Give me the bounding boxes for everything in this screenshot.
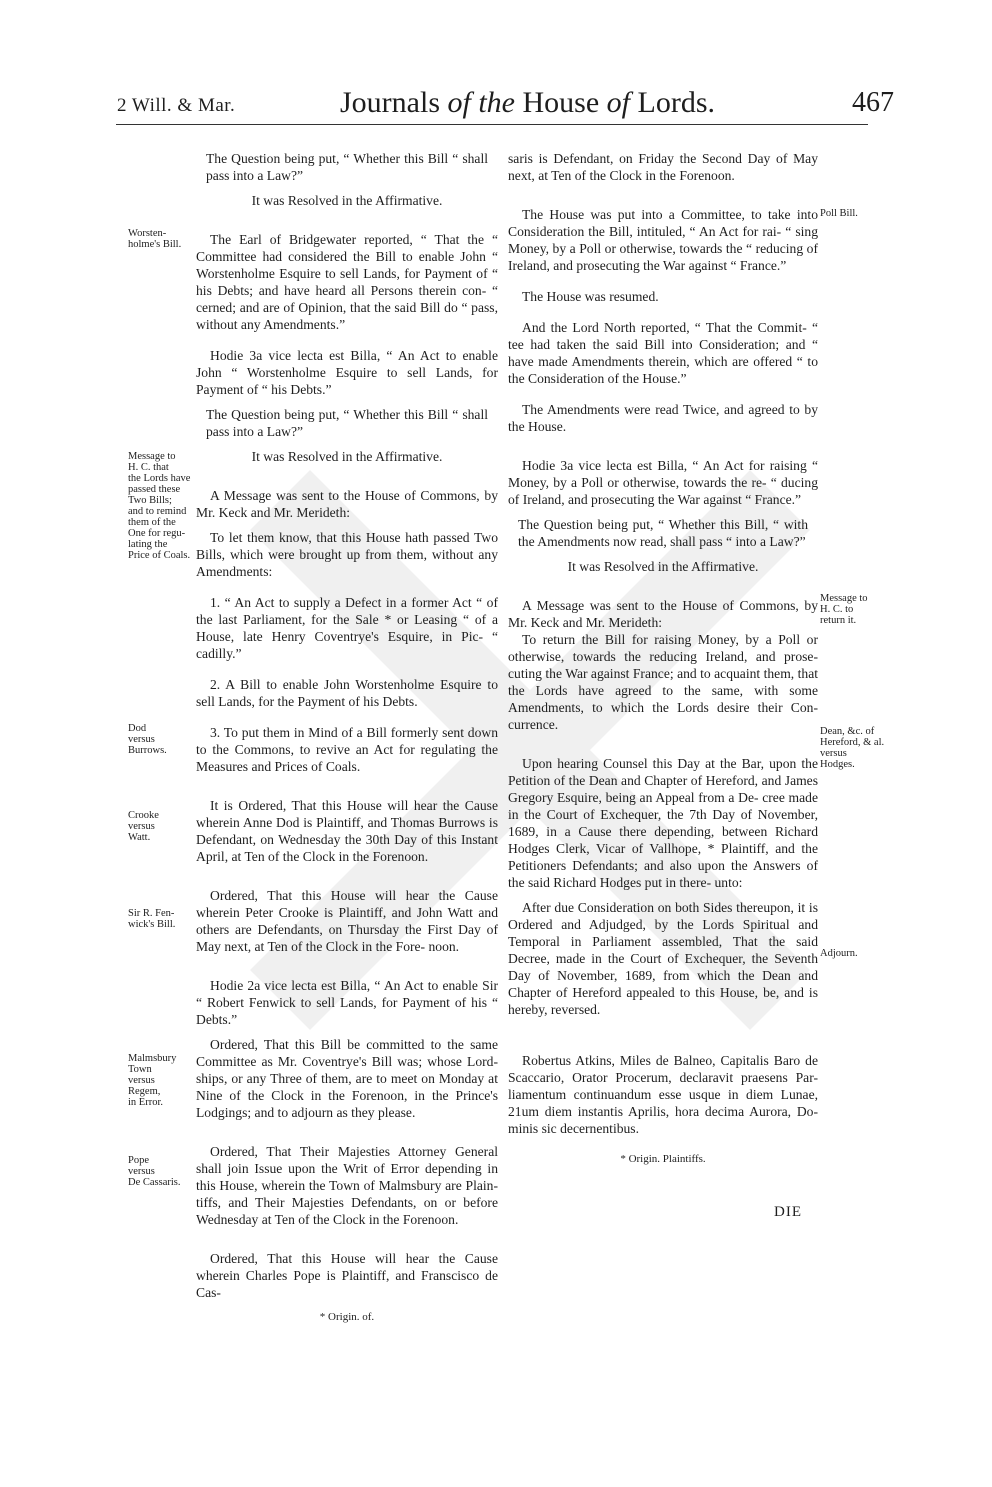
order-fenwick-committee: Ordered, That this Bill be committed to the same Committee as Mr. Coventrye's Bill was; whose Lord- ships, or any Three of them, are to meet on Monday at Nine of the Clock in the Forenoon, in the Prince's Lodgings; and to adjourn as they please. [196, 1037, 498, 1120]
resolved-2: It was Resolved in the Affirmative. [251, 449, 443, 464]
margin-note-fenwick: Sir R. Fen- wick's Bill. [128, 908, 176, 930]
page-number: 467 [852, 87, 894, 118]
margin-note-message-hc: Message to H. C. that the Lords have passed these Two Bills; and to remind them of the One for regu- lating the Price of Coals. [128, 451, 191, 561]
margin-note-malmsbury: Malmsbury Town versus Regem, in Error. [128, 1053, 177, 1108]
header-rule [116, 124, 868, 125]
margin-note-worstenholme: Worsten- holme's Bill. [128, 228, 182, 250]
item-1-act-supply-defect: 1. “ An Act to supply a Defect in a former Act “ of the last Parliament, for the Sale * or Leasing “ of a House, late Henry Coventrye's Esquire, in Pic- “ cadilly.” [196, 595, 498, 661]
item-2-worstenholme-bill: 2. A Bill to enable John Worstenholme Esquire to sell Lands, for the Payment of his Debts. [196, 677, 498, 709]
house-in-committee-poll-bill: The House was put into a Committee, to take into Consideration the Bill, intituled, “ An Act for rai- “ sing Money, by a Poll or otherwise, towards the “ reducing of Ireland, and prosecuting the War against “ France.” [508, 207, 818, 273]
second-reading-fenwick: Hodie 2a vice lecta est Billa, “ An Act to enable Sir “ Robert Fenwick to sell Lands, for Payment of his “ Debts.” [196, 978, 498, 1027]
question-put-2: The Question being put, “ Whether this Bill “ shall pass into a Law?” [206, 407, 488, 439]
adjournment-latin: Robertus Atkins, Miles de Balneo, Capitalis Baro de Scaccario, Orator Procerum, declaravit praesens Par- liamentum continuandum esse usque in diem Lunae, 21um diem instantis Aprilis, hora decima Aurora, Do- minis sic decernentibus. [508, 1053, 818, 1136]
amendments-agreed: The Amendments were read Twice, and agreed to by the House. [508, 402, 818, 434]
lord-north-report: And the Lord North reported, “ That the Commit- “ tee had taken the said Bill into Consideration; and “ have made Amendments therein, which are offered “ to the Consideration of the House.” [508, 320, 818, 386]
third-reading-worstenholme: Hodie 3a vice lecta est Billa, “ An Act to enable John “ Worstenholme Esquire to sell Lands, for Payment of “ his Debts.” [196, 348, 498, 397]
let-them-know: To let them know, that this House hath passed Two Bills, which were brought up from them, without any Amendments: [196, 530, 498, 579]
question-put-3: The Question being put, “ Whether this Bill, “ with the Amendments now read, shall pass “ into a Law?” [518, 517, 808, 549]
cassaris-continuation: saris is Defendant, on Friday the Second Day of May next, at Ten of the Clock in the Forenoon. [508, 151, 818, 183]
question-put-1: The Question being put, “ Whether this Bill “ shall pass into a Law?” [206, 151, 488, 183]
hereford-appeal-hearing: Upon hearing Counsel this Day at the Bar, upon the Petition of the Dean and Chapter of Hereford, and James Gregory Esquire, being an Appeal from a De- cree made in the Court of Exchequer, the 7th Day of November, 1689, in a Cause there depending, between Richard Hodges Clerk, Vicar of Vallhope, * Plaintiff, and the Petitioners Defendants; and also upon the Answers of the said Richard Hodges put in there- unto: [508, 756, 818, 890]
return-bill: To return the Bill for raising Money, by a Poll or otherwise, towards the reducing Ireland, and prose- cuting the War against France; and to acquaint them, that the Lords have agreed to the same, with some Amendments, to which the Lords desire their Con- currence. [508, 632, 818, 732]
margin-note-crooke: Crooke versus Watt. [128, 810, 159, 843]
footnote-right: * Origin. Plaintiffs. [620, 1153, 706, 1165]
third-reading-poll-bill: Hodie 3a vice lecta est Billa, “ An Act for raising “ Money, by a Poll or otherwise, towards the re- “ ducing of Ireland, and prosecuting the War against “ France.” [508, 458, 818, 507]
order-pope-cassaris: Ordered, That this House will hear the Cause wherein Charles Pope is Plaintiff, and Franscisco de Cas- [196, 1251, 498, 1300]
item-3-coals-act: 3. To put them in Mind of a Bill formerly sent down to the Commons, to revive an Act for regulating the Measures and Prices of Coals. [196, 725, 498, 774]
right-column [508, 150, 818, 1168]
resolved-3: It was Resolved in the Affirmative. [567, 559, 759, 574]
house-resumed: The House was resumed. [522, 289, 659, 304]
hereford-decree-reversed: After due Consideration on both Sides thereupon, it is Ordered and Adjudged, by the Lords Spiritual and Temporal in Parliament assembled, That the said Decree, made in the Court of Exchequer, the Seventh Day of November, 1689, from which the Dean and Chapter of Hereford appealed to this House, be, and is hereby, reversed. [508, 900, 818, 1017]
catchword: DIE [774, 1204, 802, 1220]
bridgewater-report: The Earl of Bridgewater reported, “ That the “ Committee had considered the Bill to enable John “ Worstenholme Esquire to sell Lands, for Payment of “ his Debts; and have heard all Persons therein con- “ cerned; and are of Opinion, that the said Bill do “ pass, without any Amendments.” [196, 232, 498, 332]
order-dod-burrows: It is Ordered, That this House will hear the Cause wherein Anne Dod is Plaintiff, and Thomas Burrows is Defendant, on Wednesday the 30th Day of this Instant April, at Ten of the Clock in the Forenoon. [196, 798, 498, 864]
order-crooke-watt: Ordered, That this House will hear the Cause wherein Peter Crooke is Plaintiff, and John Watt and others are Defendants, on Thursday the First Day of May next, at Ten of the Clock in the Fore- noon. [196, 888, 498, 954]
header-journal-title: Journals of the House of Lords. [340, 86, 715, 119]
margin-note-dean-hereford: Dean, &c. of Hereford, & al. versus Hodges. [820, 726, 885, 770]
margin-note-dod: Dod versus Burrows. [128, 723, 167, 756]
footnote-left: * Origin. of. [319, 1311, 375, 1323]
left-column [196, 150, 498, 1326]
order-malmsbury-error: Ordered, That Their Majesties Attorney General shall join Issue upon the Writ of Error depending in this House, wherein the Town of Malmsbury are Plain- tiffs, and Their Majesties Defendants, on or before Wednesday at Ten of the Clock in the Forenoon. [196, 1144, 498, 1227]
margin-note-message-return: Message to H. C. to return it. [820, 593, 868, 626]
message-to-commons-2: A Message was sent to the House of Commons, by Mr. Keck and Mr. Merideth: [508, 598, 818, 630]
message-to-commons: A Message was sent to the House of Commons, by Mr. Keck and Mr. Merideth: [196, 488, 498, 520]
margin-note-pope: Pope versus De Cassaris. [128, 1155, 181, 1188]
margin-note-adjourn: Adjourn. [820, 948, 858, 959]
header-regnal-year: 2 Will. & Mar. [117, 95, 236, 116]
resolved-1: It was Resolved in the Affirmative. [251, 193, 443, 208]
margin-note-poll-bill: Poll Bill. [820, 208, 858, 219]
